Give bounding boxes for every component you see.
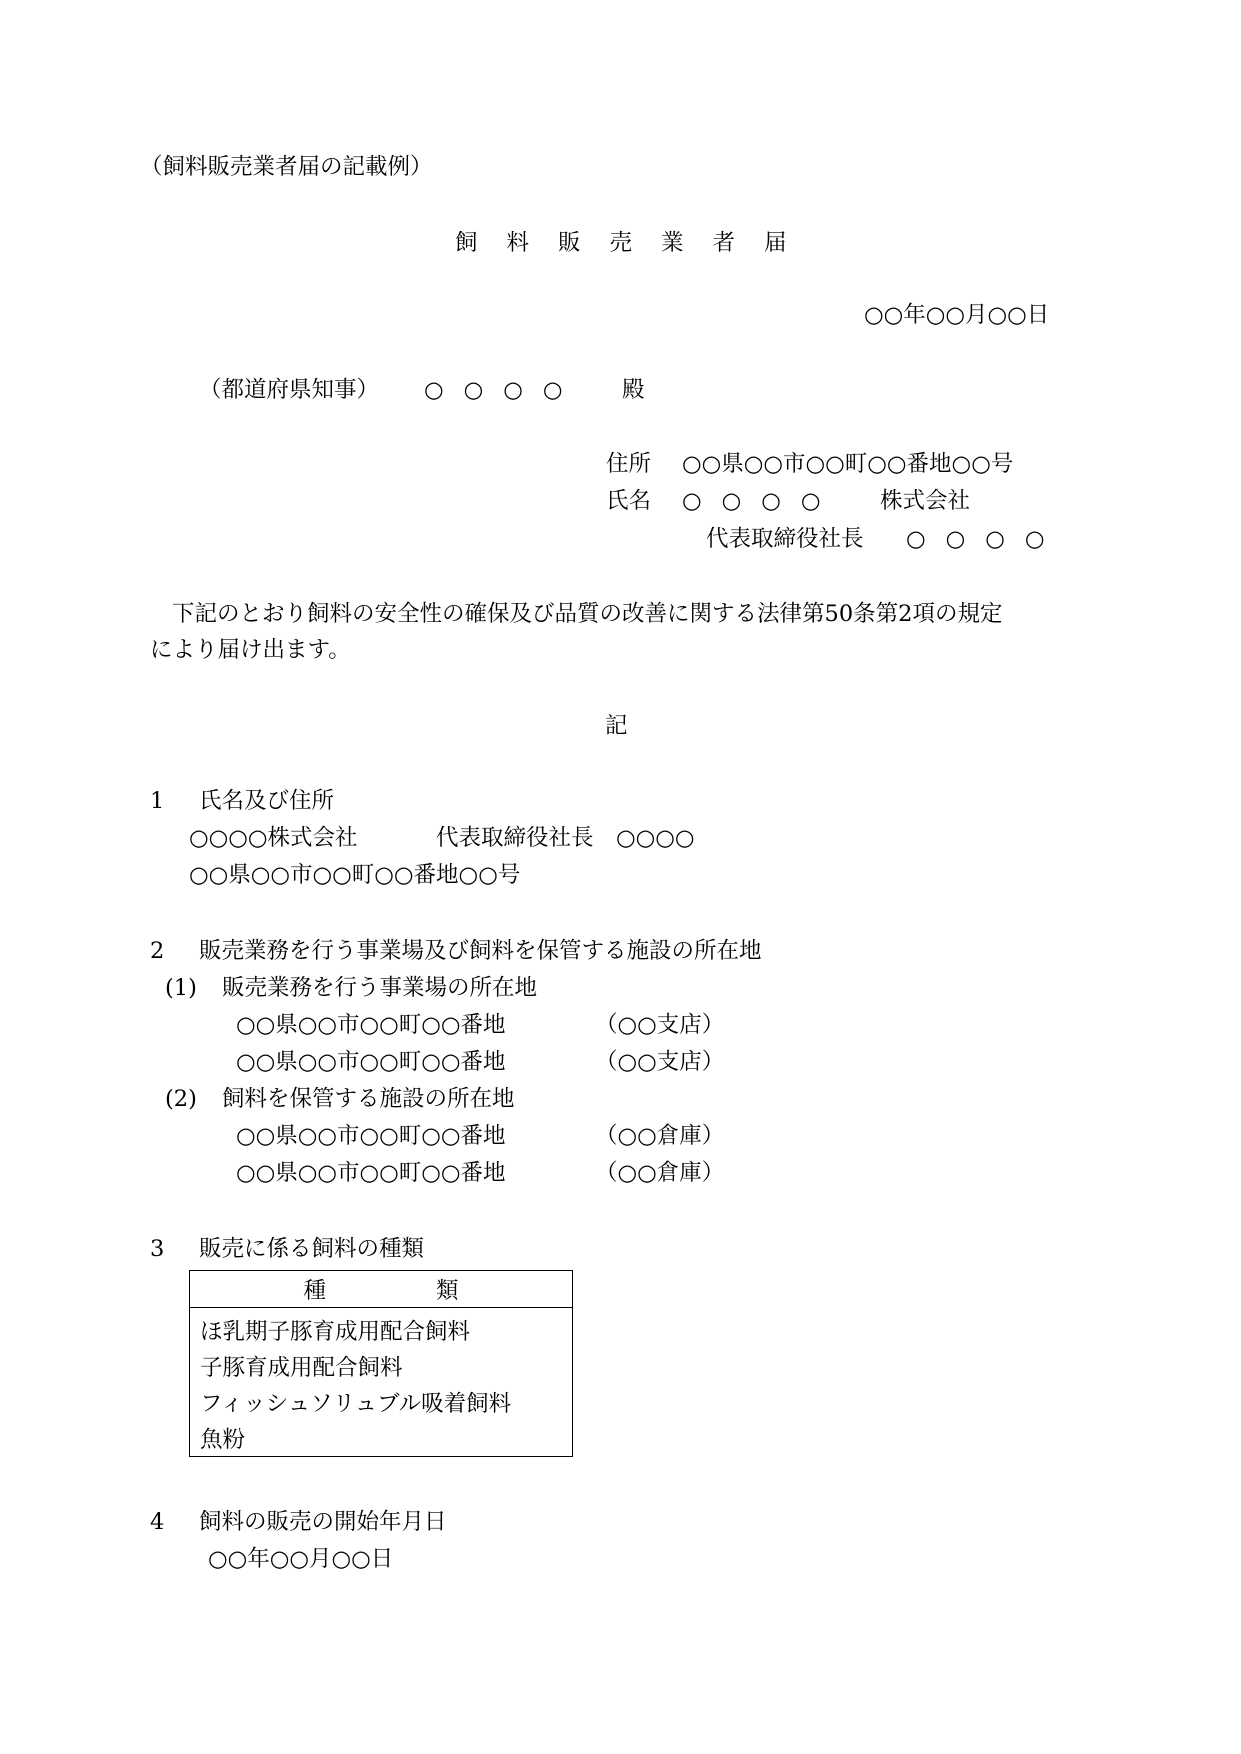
table-row [190,1384,573,1420]
section2-sub2-number: (2) [165,1086,197,1112]
section1-company: ○○○○株式会社 [189,825,358,851]
feed-kind-cell: ほ乳期子豚育成用配合飼料 [200,1319,471,1345]
section4-date: ○○年○○月○○日 [208,1546,394,1572]
section3-number: 3 [150,1236,165,1262]
table-header-row [190,1271,573,1308]
feed-kind-cell: 魚粉 [200,1427,246,1453]
document-title: 飼料販売業者届 [455,230,816,256]
applicant-address: ○○県○○市○○町○○番地○○号 [682,451,1014,477]
section2-sub1-note-2: （○○支店） [595,1049,725,1075]
example-label: （飼料販売業者届の記載例） [140,154,433,180]
section1-address: ○○県○○市○○町○○番地○○号 [189,862,521,888]
section2-heading: 販売業務を行う事業場及び飼料を保管する施設の所在地 [199,938,762,964]
addressee-name: ○○○○ [424,377,583,403]
section2-sub1-note-1: （○○支店） [595,1012,725,1038]
table-row [190,1308,573,1349]
section2-sub1-heading: 販売業務を行う事業場の所在地 [222,975,538,1001]
feed-kinds-table [189,1270,573,1457]
company-suffix: 株式会社 [880,488,971,514]
section2-sub1-address-2: ○○県○○市○○町○○番地 [236,1049,506,1075]
section1-number: 1 [150,788,165,814]
name-label: 氏名 [606,488,652,514]
section2-sub2-address-1: ○○県○○市○○町○○番地 [236,1123,506,1149]
body-line-2: により届け出ます。 [150,637,351,663]
company-circles: ○○○○ [682,488,841,514]
table-header-char-2: 類 [436,1278,459,1304]
section2-sub2-note-2: （○○倉庫） [595,1160,725,1186]
section2-number: 2 [150,938,165,964]
representative-title: 代表取締役社長 [706,526,864,552]
table-header-cell [190,1271,573,1308]
address-label: 住所 [606,451,652,477]
ki-heading: 記 [605,713,628,739]
addressee-title: （都道府県知事） [199,377,380,403]
section2-sub2-note-1: （○○倉庫） [595,1123,725,1149]
table-row [190,1348,573,1384]
feed-kind-cell: フィッシュソリュブル吸着飼料 [200,1391,512,1417]
section1-representative: 代表取締役社長 ○○○○ [436,825,695,851]
section3-heading: 販売に係る飼料の種類 [199,1236,425,1262]
section2-sub1-address-1: ○○県○○市○○町○○番地 [236,1012,506,1038]
feed-kind-cell: 子豚育成用配合飼料 [200,1355,403,1381]
table-row [190,1420,573,1457]
section4-number: 4 [150,1509,165,1535]
section4-heading: 飼料の販売の開始年月日 [199,1509,447,1535]
representative-name: ○○○○ [906,526,1065,552]
section2-sub2-heading: 飼料を保管する施設の所在地 [222,1086,515,1112]
section2-sub2-address-2: ○○県○○市○○町○○番地 [236,1160,506,1186]
section1-heading: 氏名及び住所 [199,788,335,814]
table-header-char-1: 種 [303,1278,326,1304]
section2-sub1-number: (1) [165,975,197,1001]
body-line-1: 下記のとおり飼料の安全性の確保及び品質の改善に関する法律第50条第2項の規定 [172,601,1003,627]
addressee-honorific: 殿 [622,377,645,403]
submission-date: ○○年○○月○○日 [864,302,1050,328]
